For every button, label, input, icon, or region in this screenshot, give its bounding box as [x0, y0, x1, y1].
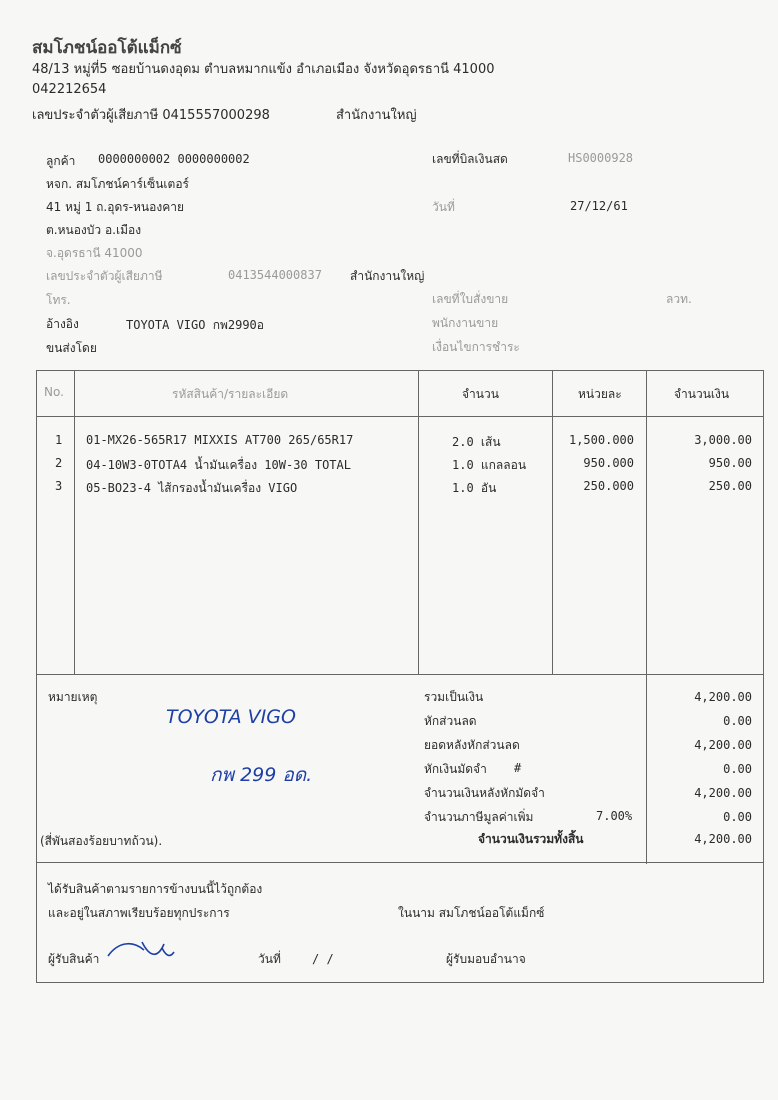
row-quantity: 1.0 อัน [452, 481, 497, 495]
handwritten-plate: กพ 299 อด. [210, 764, 313, 786]
grand-total-value: 4,200.00 [694, 832, 752, 846]
row-number: 3 [55, 479, 63, 493]
discount-label: หักส่วนลด [424, 714, 477, 728]
reference-label: อ้างอิง [46, 317, 79, 331]
discount-value: 0.00 [723, 714, 752, 728]
subtotal-label: รวมเป็นเงิน [424, 690, 484, 704]
row-description: 01-MX26-565R17 MIXXIS AT700 265/65R17 [86, 433, 354, 447]
grand-total-label: จำนวนเงินรวมทั้งสิ้น [478, 832, 584, 846]
row-description: 05-BO23-4 ไส้กรองน้ำมันเครื่อง VIGO [86, 481, 298, 495]
received-statement-1: ได้รับสินค้าตามรายการข้างบนนี้ไว้ถูกต้อง [48, 882, 263, 896]
header-amount: จำนวนเงิน [674, 387, 730, 401]
header-no: No. [44, 385, 64, 399]
after-discount-value: 4,200.00 [694, 738, 752, 752]
amount-in-words: (สี่พันสองร้อยบาทถ้วน). [40, 834, 163, 848]
row-amount: 950.00 [708, 456, 752, 470]
after-deposit-value: 4,200.00 [694, 786, 752, 800]
company-address: 48/13 หมู่ที่5 ซอยบ้านดงอุดม ตำบลหมากแข้ง อำเภอเมือง จังหวัดอุดรธานี 41000 [32, 62, 495, 77]
bill-date-value: 27/12/61 [570, 199, 628, 213]
bill-number-value: HS0000928 [568, 151, 634, 165]
deposit-label: หักเงินมัดจำ [424, 762, 487, 776]
company-phone: 042212654 [32, 82, 107, 97]
vat-value: 0.00 [723, 810, 752, 824]
payment-terms-label: เงื่อนไขการชำระ [432, 340, 520, 354]
bill-date-label: วันที่ [432, 200, 455, 214]
customer-code: 0000000002 0000000002 [98, 152, 250, 166]
customer-name: หจก. สมโภชน์คาร์เซ็นเตอร์ [46, 177, 189, 191]
row-amount: 3,000.00 [694, 433, 752, 447]
on-behalf-of: ในนาม สมโภชน์ออโต้แม็กซ์ [398, 906, 545, 920]
vat-label: จำนวนภาษีมูลค่าเพิ่ม [424, 810, 534, 824]
receiver-label: ผู้รับสินค้า [48, 952, 100, 966]
deposit-hash: # [514, 761, 522, 775]
remark-label: หมายเหตุ [48, 690, 98, 704]
handwritten-car-model: TOYOTA VIGO [166, 706, 296, 728]
customer-phone-label: โทร. [46, 293, 71, 307]
sales-order-value: ลวท. [666, 292, 692, 306]
row-unit-price: 950.000 [583, 456, 634, 470]
company-tax-id: เลขประจำตัวผู้เสียภาษี 0415557000298 [32, 108, 270, 123]
after-deposit-label: จำนวนเงินหลังหักมัดจำ [424, 786, 545, 800]
row-description: 04-10W3-0TOTA4 น้ำมันเครื่อง 10W-30 TOTAL [86, 458, 351, 472]
row-unit-price: 250.000 [583, 479, 634, 493]
reference-value: TOYOTA VIGO กพ2990อ [126, 318, 264, 332]
deposit-value: 0.00 [723, 762, 752, 776]
header-description: รหัสสินค้า/รายละเอียด [172, 387, 289, 401]
row-number: 1 [55, 433, 63, 447]
shipping-label: ขนส่งโดย [46, 341, 97, 355]
received-statement-2: และอยู่ในสภาพเรียบร้อยทุกประการ [48, 906, 230, 920]
company-name: สมโภชน์ออโต้แม็กซ์ [32, 38, 182, 58]
receive-date-label: วันที่ [258, 952, 281, 966]
customer-address-2: ต.หนองบัว อ.เมือง [46, 223, 142, 237]
authorized-label: ผู้รับมอบอำนาจ [446, 952, 526, 966]
header-unit-price: หน่วยละ [578, 387, 622, 401]
row-quantity: 2.0 เส้น [452, 435, 501, 449]
customer-address-1: 41 หมู่ 1 ถ.อุดร-หนองคาย [46, 200, 184, 214]
row-amount: 250.00 [708, 479, 752, 493]
row-unit-price: 1,500.000 [568, 433, 634, 447]
customer-address-3: จ.อุดรธานี 41000 [46, 246, 143, 260]
customer-label: ลูกค้า [46, 154, 76, 168]
receiver-signature [104, 936, 178, 962]
after-discount-label: ยอดหลังหักส่วนลด [424, 738, 520, 752]
customer-branch: สำนักงานใหญ่ [350, 269, 425, 283]
row-quantity: 1.0 แกลลอน [452, 458, 527, 472]
bill-number-label: เลขที่บิลเงินสด [432, 152, 508, 166]
receive-date-slashes: / / [312, 952, 334, 966]
subtotal-value: 4,200.00 [694, 690, 752, 704]
company-branch: สำนักงานใหญ่ [336, 108, 417, 123]
vat-rate: 7.00% [596, 809, 633, 823]
sales-order-label: เลขที่ใบสั่งขาย [432, 292, 509, 306]
row-number: 2 [55, 456, 63, 470]
header-quantity: จำนวน [462, 387, 499, 401]
salesperson-label: พนักงานขาย [432, 316, 499, 330]
customer-tax-label: เลขประจำตัวผู้เสียภาษี [46, 269, 163, 283]
customer-tax-id: 0413544000837 [228, 268, 322, 282]
